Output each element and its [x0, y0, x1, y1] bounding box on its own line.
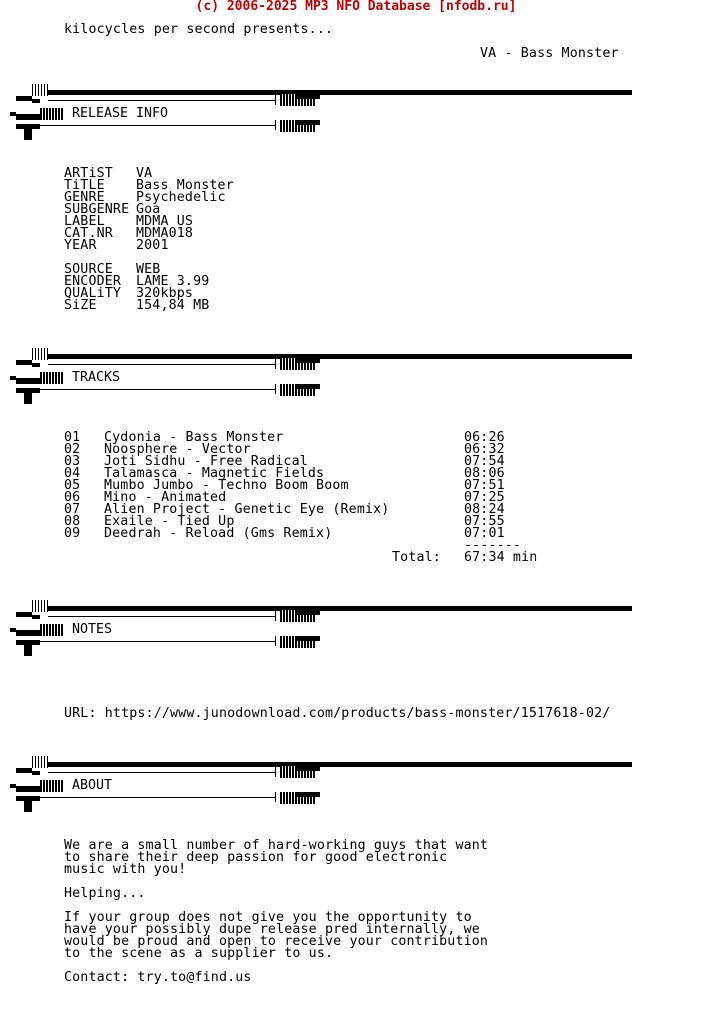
tracks-banner-mid-dither [40, 372, 64, 384]
tracks-banner-mid-block [16, 378, 40, 384]
release-info-banner-right-block [296, 94, 320, 99]
track-title: Cydonia - Bass Monster [104, 430, 284, 445]
track-title: Noosphere - Vector [104, 442, 251, 457]
about-banner-lower-tick [275, 792, 276, 802]
total-value: 67:34 min [464, 550, 538, 565]
release-info-banner-corner [32, 84, 48, 96]
info-value: MDMA018 [136, 226, 194, 241]
source-key: SOURCE [64, 262, 113, 277]
info-value: 2001 [136, 238, 169, 253]
release-info-banner-lower-line [40, 125, 276, 126]
track-title: Mino - Animated [104, 490, 227, 505]
about-line: If your group does not give you the opportunity to [64, 910, 472, 925]
about-banner-mid-block [16, 786, 40, 792]
tracks-banner-corner [32, 348, 48, 360]
track-number: 06 [64, 490, 81, 505]
about-banner-foot-stem [24, 800, 32, 812]
about-contact: Contact: try.to@find.us [64, 970, 252, 985]
track-number: 02 [64, 442, 81, 457]
about-banner-lower-block [296, 792, 320, 797]
about-banner-upper-line [48, 772, 276, 773]
info-key: SUBGENRE [64, 202, 130, 217]
notes-banner-lower-line [40, 641, 276, 642]
release-info-banner-mid-dither [40, 108, 64, 120]
track-time: 08:24 [464, 502, 505, 517]
about-banner-right-block [296, 766, 320, 771]
total-separator: ------- [464, 538, 522, 553]
notes-banner-left-dot [32, 615, 40, 619]
source-key: SiZE [64, 298, 97, 313]
tracks-banner-upper-tick [275, 359, 276, 369]
tracks-banner-top-bar [48, 354, 632, 359]
notes-banner-lower-tick [275, 636, 276, 646]
release-info-banner-foot-stem [24, 128, 32, 140]
about-section-title: ABOUT [72, 778, 113, 793]
info-value: Bass Monster [136, 178, 234, 193]
notes-banner-top-bar [48, 606, 632, 611]
notes-banner-left-stub [16, 612, 32, 617]
source-value: 154,84 MB [136, 298, 210, 313]
about-banner-lower-line [40, 797, 276, 798]
track-time: 07:54 [464, 454, 505, 469]
track-title: Joti Sidhu - Free Radical [104, 454, 308, 469]
source-value: 320kbps [136, 286, 194, 301]
notes-banner-foot-stem [24, 644, 32, 656]
about-banner-top-bar [48, 762, 632, 767]
track-number: 01 [64, 430, 81, 445]
about-line: to the scene as a supplier to us. [64, 946, 334, 961]
about-banner-left-stub [16, 768, 32, 773]
track-time: 06:32 [464, 442, 505, 457]
tracks-banner-lower-block [296, 384, 320, 389]
tracks-banner-lower-line [40, 389, 276, 390]
release-info-banner-upper-line [48, 100, 276, 101]
notes-banner-corner [32, 600, 48, 612]
notes-section-title: NOTES [72, 622, 113, 637]
release-info-banner-left-stub [16, 96, 32, 101]
track-time: 07:55 [464, 514, 505, 529]
release-info-banner-lower-tick [275, 120, 276, 130]
about-line: have your possibly dupe release pred internally, we [64, 922, 480, 937]
track-time: 07:25 [464, 490, 505, 505]
about-line: music with you! [64, 862, 187, 877]
track-time: 08:06 [464, 466, 505, 481]
track-title: Exaile - Tied Up [104, 514, 235, 529]
info-key: GENRE [64, 190, 105, 205]
source-key: QUALiTY [64, 286, 122, 301]
tracks-banner-upper-line [48, 364, 276, 365]
source-value: LAME 3.99 [136, 274, 210, 289]
total-label: Total: [392, 550, 441, 565]
presenter-line: kilocycles per second presents... [64, 22, 334, 37]
track-time: 07:01 [464, 526, 505, 541]
info-value: Goa [136, 202, 161, 217]
about-banner-corner [32, 756, 48, 768]
about-line: to share their deep passion for good electronic [64, 850, 448, 865]
about-line: would be proud and open to receive your contribution [64, 934, 489, 949]
notes-banner-lower-block [296, 636, 320, 641]
track-title: Alien Project - Genetic Eye (Remix) [104, 502, 390, 517]
tracks-banner-lower-tick [275, 384, 276, 394]
track-time: 06:26 [464, 430, 505, 445]
release-info-banner-mid-block [16, 114, 40, 120]
tracks-banner-foot-stem [24, 392, 32, 404]
info-key: CAT.NR [64, 226, 113, 241]
about-banner-upper-tick [275, 767, 276, 777]
track-time: 07:51 [464, 478, 505, 493]
info-value: VA [136, 166, 153, 181]
tracks-banner-left-stub [16, 360, 32, 365]
info-key: LABEL [64, 214, 105, 229]
track-title: Deedrah - Reload (Gms Remix) [104, 526, 333, 541]
tracks-banner-right-block [296, 358, 320, 363]
track-title: Mumbo Jumbo - Techno Boom Boom [104, 478, 349, 493]
info-key: ARTiST [64, 166, 113, 181]
info-key: YEAR [64, 238, 97, 253]
release-info-banner-left-dot [32, 99, 40, 103]
about-banner-mid-dither [40, 780, 64, 792]
tracks-banner-left-dot [32, 363, 40, 367]
notes-banner-mid-dither [40, 624, 64, 636]
info-value: MDMA US [136, 214, 194, 229]
track-number: 03 [64, 454, 81, 469]
info-key: TiTLE [64, 178, 105, 193]
info-value: Psychedelic [136, 190, 226, 205]
notes-banner-mid-block [16, 630, 40, 636]
release-info-banner-top-bar [48, 90, 632, 95]
track-number: 04 [64, 466, 81, 481]
source-value: WEB [136, 262, 161, 277]
copyright-header: (c) 2006-2025 MP3 NFO Database [nfodb.ru] [195, 0, 517, 14]
release-title: VA - Bass Monster [480, 46, 619, 61]
release-info-banner-lower-block [296, 120, 320, 125]
track-number: 05 [64, 478, 81, 493]
track-number: 07 [64, 502, 81, 517]
release-info-banner-upper-tick [275, 95, 276, 105]
about-banner-left-dot [32, 771, 40, 775]
notes-url: URL: https://www.junodownload.com/products/bass-monster/1517618-02/ [64, 706, 611, 721]
about-line: We are a small number of hard-working guys that want [64, 838, 489, 853]
track-number: 09 [64, 526, 81, 541]
notes-banner-right-block [296, 610, 320, 615]
track-title: Talamasca - Magnetic Fields [104, 466, 325, 481]
track-number: 08 [64, 514, 81, 529]
source-key: ENCODER [64, 274, 122, 289]
notes-banner-upper-line [48, 616, 276, 617]
about-helping: Helping... [64, 886, 146, 901]
release-info-section-title: RELEASE INFO [72, 106, 169, 121]
notes-banner-upper-tick [275, 611, 276, 621]
tracks-section-title: TRACKS [72, 370, 121, 385]
